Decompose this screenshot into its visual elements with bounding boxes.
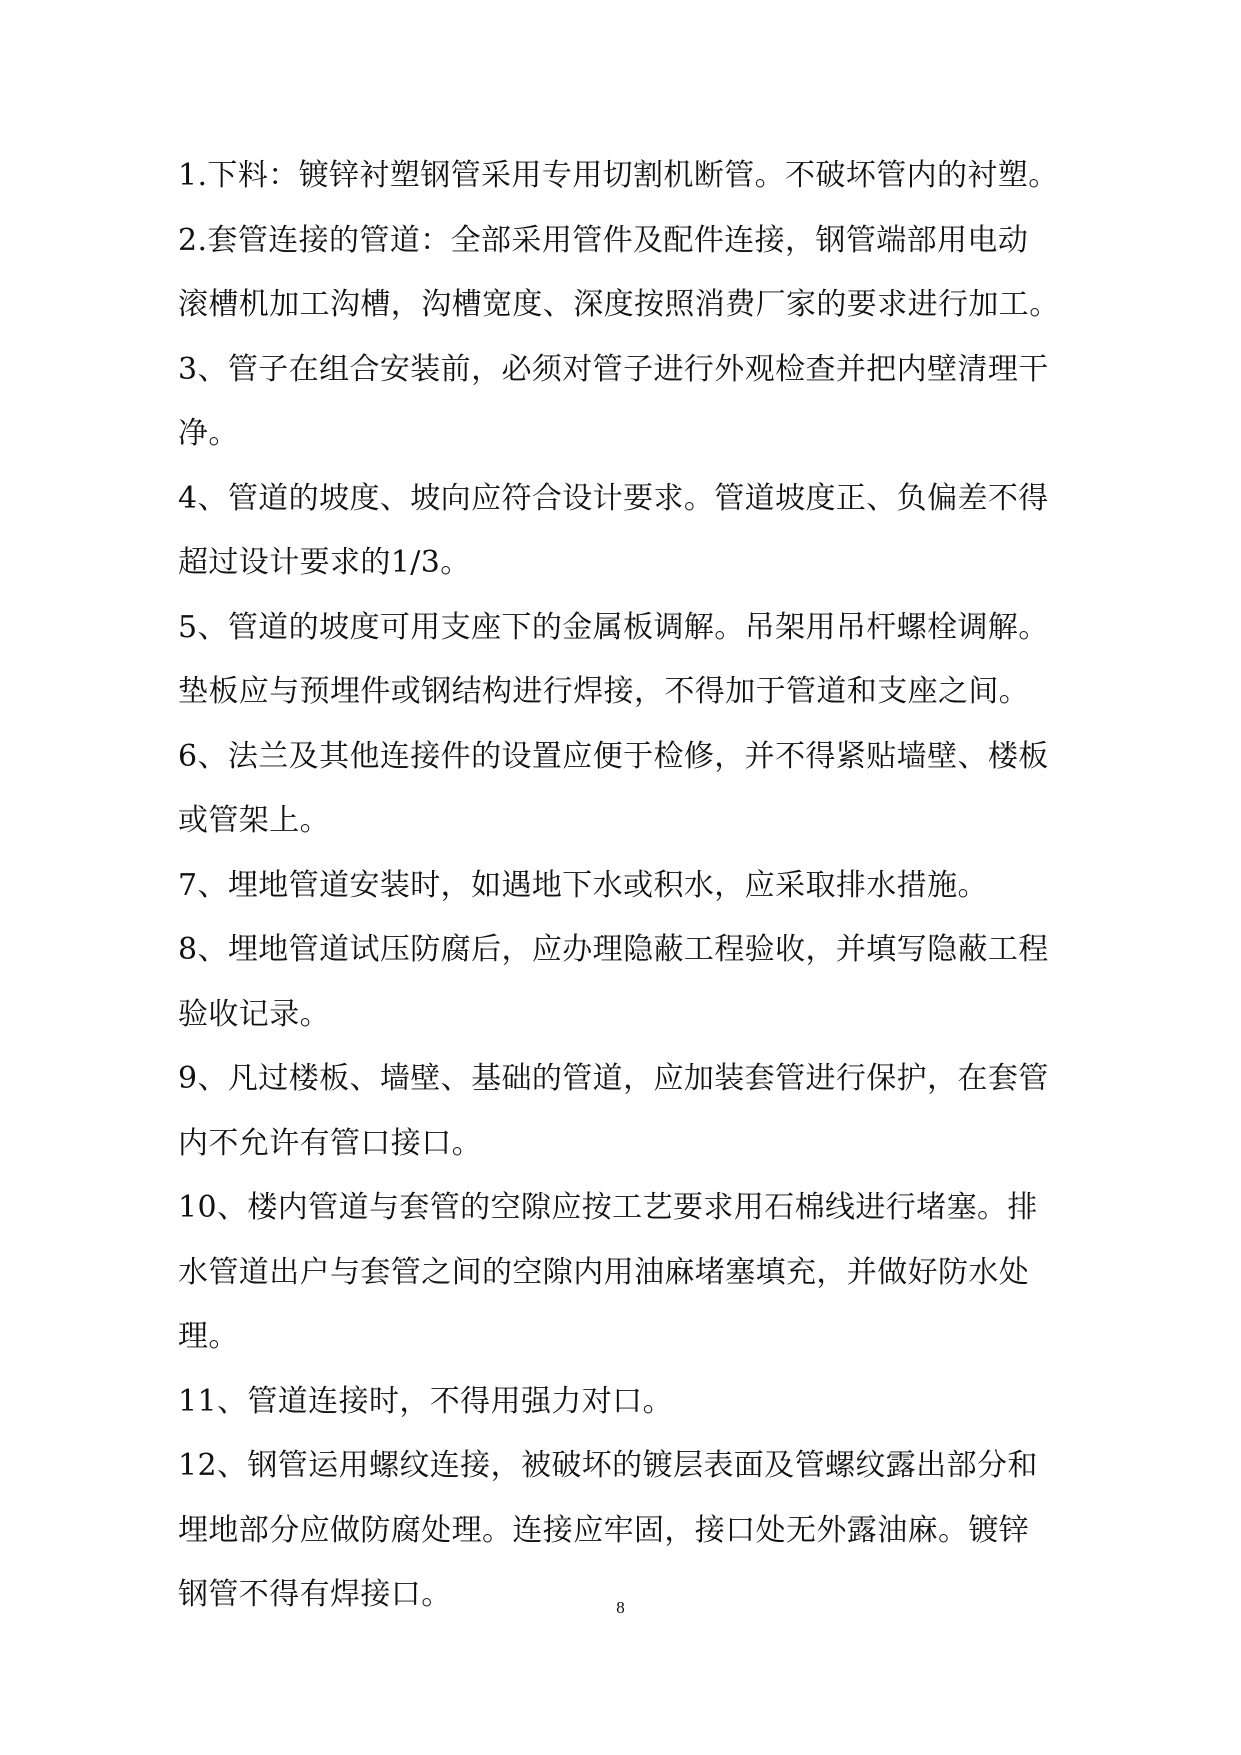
text-line: 2.套管连接的管道：全部采用管件及配件连接，钢管端部用电动 <box>178 222 1029 258</box>
text-line: 5、管道的坡度可用支座下的金属板调解。吊架用吊杆螺栓调解。 <box>178 609 1049 645</box>
text-line: 10、楼内管道与套管的空隙应按工艺要求用石棉线进行堵塞。排 <box>178 1190 1038 1225</box>
text-line: 11、管道连接时，不得用强力对口。 <box>178 1383 673 1419</box>
text-line: 12、钢管运用螺纹连接，被破坏的镀层表面及管螺纹露出部分和 <box>178 1448 1038 1483</box>
text-line: 8、埋地管道试压防腐后，应办理隐蔽工程验收，并填写隐蔽工程 <box>178 932 1049 967</box>
text-line: 或管架上。 <box>178 803 330 838</box>
text-line: 1.下料：镀锌衬塑钢管采用专用切割机断管。不破坏管内的衬塑。 <box>178 158 1059 193</box>
text-line: 7、埋地管道安装时，如遇地下水或积水，应采取排水措施。 <box>178 867 988 903</box>
text-line: 理。 <box>178 1319 239 1354</box>
text-line: 水管道出户与套管之间的空隙内用油麻堵塞填充，并做好防水处 <box>178 1254 1030 1290</box>
text-line: 超过设计要求的1/3。 <box>178 545 471 580</box>
text-line: 滚槽机加工沟槽，沟槽宽度、深度按照消费厂家的要求进行加工。 <box>178 287 1060 322</box>
text-line: 垫板应与预埋件或钢结构进行焊接，不得加于管道和支座之间。 <box>178 674 1030 709</box>
text-line: 埋地部分应做防腐处理。连接应牢固，接口处无外露油麻。镀锌 <box>178 1512 1030 1548</box>
page-number: 8 <box>616 1598 625 1617</box>
text-line: 净。 <box>178 416 239 451</box>
text-line: 内不允许有管口接口。 <box>178 1125 482 1161</box>
text-line: 3、管子在组合安装前，必须对管子进行外观检查并把内壁清理干 <box>178 351 1049 387</box>
text-line: 4、管道的坡度、坡向应符合设计要求。管道坡度正、负偏差不得 <box>178 480 1049 516</box>
text-line: 6、法兰及其他连接件的设置应便于检修，并不得紧贴墙壁、楼板 <box>178 738 1049 774</box>
text-line: 9、凡过楼板、墙壁、基础的管道，应加装套管进行保护，在套管 <box>178 1061 1049 1096</box>
text-line: 钢管不得有焊接口。 <box>178 1577 452 1612</box>
text-line: 验收记录。 <box>178 996 330 1032</box>
body-text <box>178 144 1068 1628</box>
